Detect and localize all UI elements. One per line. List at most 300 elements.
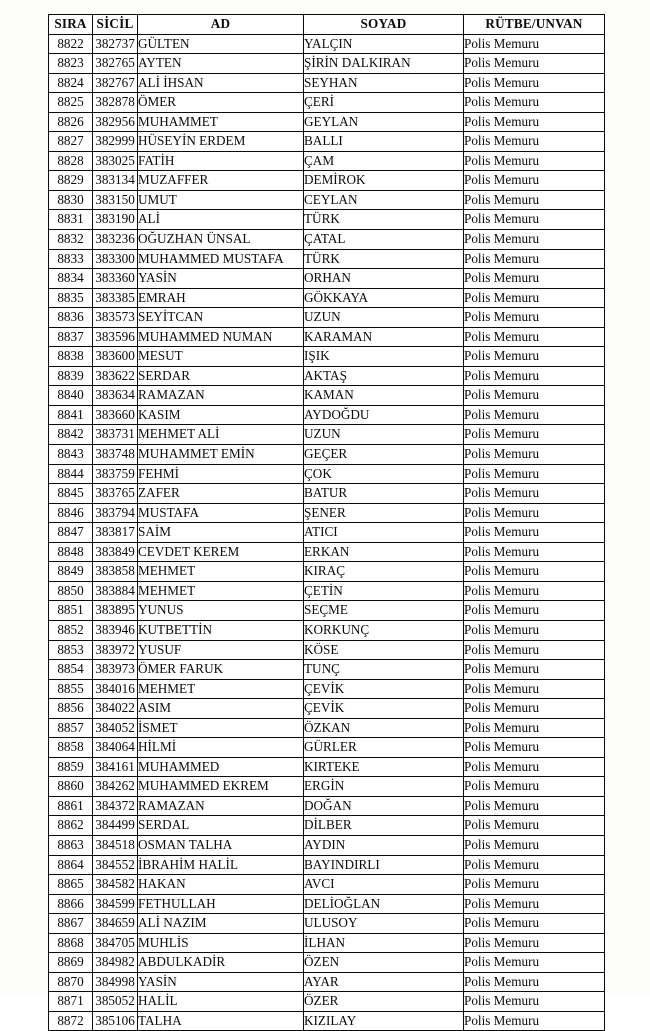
- cell-ad: KASIM: [138, 405, 304, 425]
- cell-sira: 8872: [49, 1011, 93, 1031]
- cell-rutbe: Polis Memuru: [464, 816, 605, 836]
- cell-soyad: AVCI: [304, 875, 464, 895]
- cell-ad: OĞUZHAN ÜNSAL: [138, 230, 304, 250]
- cell-rutbe: Polis Memuru: [464, 347, 605, 367]
- cell-rutbe: Polis Memuru: [464, 386, 605, 406]
- cell-sicil: 384659: [93, 914, 138, 934]
- cell-sicil: 383884: [93, 581, 138, 601]
- cell-sira: 8830: [49, 190, 93, 210]
- cell-ad: ABDULKADİR: [138, 953, 304, 973]
- table-row: [49, 73, 605, 93]
- cell-sicil: 384499: [93, 816, 138, 836]
- column-header-sira: SIRA: [49, 15, 93, 35]
- cell-soyad: SEÇME: [304, 601, 464, 621]
- cell-soyad: GÖKKAYA: [304, 288, 464, 308]
- table-row: [49, 288, 605, 308]
- cell-soyad: CEYLAN: [304, 190, 464, 210]
- cell-soyad: KAMAN: [304, 386, 464, 406]
- cell-sicil: 384016: [93, 679, 138, 699]
- cell-sicil: 383849: [93, 542, 138, 562]
- cell-sira: 8825: [49, 93, 93, 113]
- cell-sira: 8850: [49, 581, 93, 601]
- cell-soyad: ÇERİ: [304, 93, 464, 113]
- cell-ad: SERDAR: [138, 366, 304, 386]
- cell-rutbe: Polis Memuru: [464, 210, 605, 230]
- cell-rutbe: Polis Memuru: [464, 190, 605, 210]
- cell-sira: 8827: [49, 132, 93, 152]
- cell-ad: MUSTAFA: [138, 503, 304, 523]
- cell-sicil: 384599: [93, 894, 138, 914]
- cell-sicil: 383634: [93, 386, 138, 406]
- cell-sira: 8867: [49, 914, 93, 934]
- cell-sicil: 383573: [93, 308, 138, 328]
- cell-ad: YUSUF: [138, 640, 304, 660]
- cell-sira: 8834: [49, 269, 93, 289]
- cell-soyad: DOĞAN: [304, 796, 464, 816]
- cell-sicil: 383895: [93, 601, 138, 621]
- table-row: [49, 875, 605, 895]
- table-row: [49, 132, 605, 152]
- table-header: [49, 15, 605, 35]
- cell-sira: 8864: [49, 855, 93, 875]
- cell-ad: İBRAHİM HALİL: [138, 855, 304, 875]
- table-row: [49, 914, 605, 934]
- cell-rutbe: Polis Memuru: [464, 796, 605, 816]
- cell-rutbe: Polis Memuru: [464, 405, 605, 425]
- cell-sicil: 383134: [93, 171, 138, 191]
- cell-rutbe: Polis Memuru: [464, 54, 605, 74]
- cell-ad: YASİN: [138, 269, 304, 289]
- cell-rutbe: Polis Memuru: [464, 1011, 605, 1031]
- cell-rutbe: Polis Memuru: [464, 718, 605, 738]
- column-header-rutbe: RÜTBE/UNVAN: [464, 15, 605, 35]
- cell-soyad: BALLI: [304, 132, 464, 152]
- table-row: [49, 972, 605, 992]
- cell-sira: 8860: [49, 777, 93, 797]
- cell-soyad: ÖZEN: [304, 953, 464, 973]
- cell-soyad: AYDOĞDU: [304, 405, 464, 425]
- cell-sira: 8859: [49, 757, 93, 777]
- cell-sira: 8832: [49, 230, 93, 250]
- table-row: [49, 308, 605, 328]
- table-row: [49, 816, 605, 836]
- table-row: [49, 405, 605, 425]
- table-row: [49, 601, 605, 621]
- cell-ad: HALİL: [138, 992, 304, 1012]
- table-row: [49, 445, 605, 465]
- cell-ad: EMRAH: [138, 288, 304, 308]
- cell-sira: 8863: [49, 835, 93, 855]
- cell-ad: SEYİTCAN: [138, 308, 304, 328]
- cell-sira: 8839: [49, 366, 93, 386]
- cell-sicil: 384705: [93, 933, 138, 953]
- table-row: [49, 366, 605, 386]
- cell-soyad: ŞENER: [304, 503, 464, 523]
- cell-sira: 8871: [49, 992, 93, 1012]
- table-row: [49, 855, 605, 875]
- cell-sicil: 383817: [93, 523, 138, 543]
- cell-sicil: 384064: [93, 738, 138, 758]
- cell-ad: HİLMİ: [138, 738, 304, 758]
- cell-sicil: 382765: [93, 54, 138, 74]
- cell-sira: 8854: [49, 660, 93, 680]
- cell-soyad: DELİOĞLAN: [304, 894, 464, 914]
- cell-rutbe: Polis Memuru: [464, 523, 605, 543]
- table-row: [49, 757, 605, 777]
- cell-sicil: 383600: [93, 347, 138, 367]
- cell-ad: MUHAMMED: [138, 757, 304, 777]
- cell-ad: HÜSEYİN ERDEM: [138, 132, 304, 152]
- cell-soyad: DİLBER: [304, 816, 464, 836]
- table-row: [49, 347, 605, 367]
- cell-soyad: KARAMAN: [304, 327, 464, 347]
- table-row: [49, 699, 605, 719]
- table-row: [49, 679, 605, 699]
- cell-ad: YASİN: [138, 972, 304, 992]
- cell-soyad: YALÇIN: [304, 34, 464, 54]
- cell-rutbe: Polis Memuru: [464, 542, 605, 562]
- cell-ad: ALİ NAZIM: [138, 914, 304, 934]
- cell-sira: 8870: [49, 972, 93, 992]
- cell-soyad: GÜRLER: [304, 738, 464, 758]
- cell-sicil: 383765: [93, 484, 138, 504]
- table-row: [49, 54, 605, 74]
- cell-sira: 8844: [49, 464, 93, 484]
- cell-ad: MUHAMMET EMİN: [138, 445, 304, 465]
- cell-rutbe: Polis Memuru: [464, 73, 605, 93]
- cell-soyad: ORHAN: [304, 269, 464, 289]
- cell-sira: 8856: [49, 699, 93, 719]
- cell-rutbe: Polis Memuru: [464, 757, 605, 777]
- cell-ad: MEHMET: [138, 581, 304, 601]
- cell-sira: 8851: [49, 601, 93, 621]
- cell-soyad: ÇAM: [304, 151, 464, 171]
- cell-soyad: UZUN: [304, 425, 464, 445]
- cell-ad: GÜLTEN: [138, 34, 304, 54]
- cell-sira: 8865: [49, 875, 93, 895]
- cell-rutbe: Polis Memuru: [464, 660, 605, 680]
- cell-ad: MUHAMMET: [138, 112, 304, 132]
- cell-sicil: 384518: [93, 835, 138, 855]
- cell-rutbe: Polis Memuru: [464, 914, 605, 934]
- table-header-row: [49, 15, 605, 35]
- cell-ad: UMUT: [138, 190, 304, 210]
- table-row: [49, 542, 605, 562]
- cell-sicil: 382767: [93, 73, 138, 93]
- table-body: [49, 34, 605, 1031]
- cell-ad: MEHMET ALİ: [138, 425, 304, 445]
- cell-soyad: ÇOK: [304, 464, 464, 484]
- cell-sira: 8868: [49, 933, 93, 953]
- cell-sicil: 384582: [93, 875, 138, 895]
- cell-ad: MUZAFFER: [138, 171, 304, 191]
- cell-sira: 8826: [49, 112, 93, 132]
- cell-soyad: KÖSE: [304, 640, 464, 660]
- cell-rutbe: Polis Memuru: [464, 132, 605, 152]
- cell-rutbe: Polis Memuru: [464, 620, 605, 640]
- cell-soyad: ÖZER: [304, 992, 464, 1012]
- cell-soyad: IŞIK: [304, 347, 464, 367]
- table-row: [49, 894, 605, 914]
- cell-sira: 8828: [49, 151, 93, 171]
- table-row: [49, 386, 605, 406]
- cell-rutbe: Polis Memuru: [464, 93, 605, 113]
- cell-soyad: ÇEVİK: [304, 699, 464, 719]
- cell-sicil: 383025: [93, 151, 138, 171]
- cell-soyad: UZUN: [304, 308, 464, 328]
- cell-sicil: 383236: [93, 230, 138, 250]
- cell-sicil: 384052: [93, 718, 138, 738]
- cell-rutbe: Polis Memuru: [464, 151, 605, 171]
- cell-sicil: 382999: [93, 132, 138, 152]
- cell-sicil: 383972: [93, 640, 138, 660]
- table-row: [49, 933, 605, 953]
- cell-ad: FETHULLAH: [138, 894, 304, 914]
- cell-ad: AYTEN: [138, 54, 304, 74]
- cell-rutbe: Polis Memuru: [464, 366, 605, 386]
- cell-ad: CEVDET KEREM: [138, 542, 304, 562]
- cell-sira: 8836: [49, 308, 93, 328]
- cell-ad: MUHAMMED EKREM: [138, 777, 304, 797]
- cell-soyad: ÇETİN: [304, 581, 464, 601]
- table-row: [49, 738, 605, 758]
- cell-ad: MEHMET: [138, 679, 304, 699]
- cell-sira: 8862: [49, 816, 93, 836]
- cell-soyad: ÖZKAN: [304, 718, 464, 738]
- cell-rutbe: Polis Memuru: [464, 112, 605, 132]
- cell-sicil: 384161: [93, 757, 138, 777]
- cell-sira: 8833: [49, 249, 93, 269]
- cell-sicil: 383622: [93, 366, 138, 386]
- cell-soyad: TÜRK: [304, 210, 464, 230]
- cell-sicil: 384998: [93, 972, 138, 992]
- cell-soyad: KORKUNÇ: [304, 620, 464, 640]
- cell-soyad: BATUR: [304, 484, 464, 504]
- table-row: [49, 562, 605, 582]
- cell-sicil: 383973: [93, 660, 138, 680]
- table-row: [49, 640, 605, 660]
- cell-rutbe: Polis Memuru: [464, 699, 605, 719]
- cell-ad: RAMAZAN: [138, 386, 304, 406]
- cell-ad: HAKAN: [138, 875, 304, 895]
- cell-rutbe: Polis Memuru: [464, 933, 605, 953]
- cell-soyad: GEÇER: [304, 445, 464, 465]
- table-row: [49, 269, 605, 289]
- table-row: [49, 777, 605, 797]
- cell-rutbe: Polis Memuru: [464, 855, 605, 875]
- table-row: [49, 249, 605, 269]
- cell-soyad: GEYLAN: [304, 112, 464, 132]
- table-row: [49, 210, 605, 230]
- cell-rutbe: Polis Memuru: [464, 464, 605, 484]
- table-row: [49, 523, 605, 543]
- cell-ad: MUHLİS: [138, 933, 304, 953]
- cell-ad: FEHMİ: [138, 464, 304, 484]
- cell-sicil: 384552: [93, 855, 138, 875]
- cell-sicil: 384022: [93, 699, 138, 719]
- table-row: [49, 171, 605, 191]
- cell-sira: 8849: [49, 562, 93, 582]
- cell-soyad: ULUSOY: [304, 914, 464, 934]
- cell-ad: MUHAMMED NUMAN: [138, 327, 304, 347]
- cell-rutbe: Polis Memuru: [464, 445, 605, 465]
- cell-rutbe: Polis Memuru: [464, 562, 605, 582]
- cell-ad: MESUT: [138, 347, 304, 367]
- cell-rutbe: Polis Memuru: [464, 640, 605, 660]
- cell-rutbe: Polis Memuru: [464, 777, 605, 797]
- cell-soyad: BAYINDIRLI: [304, 855, 464, 875]
- cell-rutbe: Polis Memuru: [464, 484, 605, 504]
- cell-ad: KUTBETTİN: [138, 620, 304, 640]
- table-row: [49, 796, 605, 816]
- table-row: [49, 327, 605, 347]
- cell-ad: SAİM: [138, 523, 304, 543]
- cell-rutbe: Polis Memuru: [464, 249, 605, 269]
- cell-sira: 8858: [49, 738, 93, 758]
- cell-sicil: 383360: [93, 269, 138, 289]
- cell-rutbe: Polis Memuru: [464, 425, 605, 445]
- cell-rutbe: Polis Memuru: [464, 679, 605, 699]
- column-header-ad: AD: [138, 15, 304, 35]
- table-row: [49, 581, 605, 601]
- table-row: [49, 620, 605, 640]
- table-row: [49, 1011, 605, 1031]
- cell-soyad: ATICI: [304, 523, 464, 543]
- cell-soyad: ÇEVİK: [304, 679, 464, 699]
- cell-rutbe: Polis Memuru: [464, 894, 605, 914]
- cell-rutbe: Polis Memuru: [464, 171, 605, 191]
- table-row: [49, 953, 605, 973]
- cell-sicil: 383946: [93, 620, 138, 640]
- cell-sicil: 383596: [93, 327, 138, 347]
- cell-sira: 8869: [49, 953, 93, 973]
- cell-soyad: ERKAN: [304, 542, 464, 562]
- cell-sira: 8829: [49, 171, 93, 191]
- cell-soyad: ÇATAL: [304, 230, 464, 250]
- table-row: [49, 230, 605, 250]
- cell-rutbe: Polis Memuru: [464, 269, 605, 289]
- table-row: [49, 190, 605, 210]
- cell-soyad: KIZILAY: [304, 1011, 464, 1031]
- table-row: [49, 112, 605, 132]
- cell-sira: 8824: [49, 73, 93, 93]
- cell-soyad: ŞİRİN DALKIRAN: [304, 54, 464, 74]
- cell-sira: 8847: [49, 523, 93, 543]
- cell-sira: 8845: [49, 484, 93, 504]
- cell-rutbe: Polis Memuru: [464, 327, 605, 347]
- cell-sicil: 384982: [93, 953, 138, 973]
- cell-sira: 8840: [49, 386, 93, 406]
- cell-sira: 8822: [49, 34, 93, 54]
- cell-sicil: 383858: [93, 562, 138, 582]
- cell-soyad: AKTAŞ: [304, 366, 464, 386]
- cell-soyad: İLHAN: [304, 933, 464, 953]
- cell-sira: 8835: [49, 288, 93, 308]
- table-row: [49, 34, 605, 54]
- cell-ad: MUHAMMED MUSTAFA: [138, 249, 304, 269]
- cell-sira: 8848: [49, 542, 93, 562]
- table-row: [49, 151, 605, 171]
- cell-soyad: AYAR: [304, 972, 464, 992]
- cell-ad: ALİ İHSAN: [138, 73, 304, 93]
- cell-soyad: ERGİN: [304, 777, 464, 797]
- cell-rutbe: Polis Memuru: [464, 953, 605, 973]
- cell-sira: 8857: [49, 718, 93, 738]
- cell-rutbe: Polis Memuru: [464, 288, 605, 308]
- cell-ad: FATİH: [138, 151, 304, 171]
- cell-sicil: 383759: [93, 464, 138, 484]
- cell-sira: 8841: [49, 405, 93, 425]
- column-header-sicil: SİCİL: [93, 15, 138, 35]
- cell-ad: İSMET: [138, 718, 304, 738]
- cell-sira: 8831: [49, 210, 93, 230]
- cell-soyad: TUNÇ: [304, 660, 464, 680]
- cell-sira: 8842: [49, 425, 93, 445]
- column-header-soyad: SOYAD: [304, 15, 464, 35]
- cell-ad: ZAFER: [138, 484, 304, 504]
- cell-rutbe: Polis Memuru: [464, 875, 605, 895]
- cell-sicil: 383794: [93, 503, 138, 523]
- cell-sicil: 383300: [93, 249, 138, 269]
- cell-sira: 8846: [49, 503, 93, 523]
- cell-sicil: 383748: [93, 445, 138, 465]
- cell-sicil: 382878: [93, 93, 138, 113]
- cell-rutbe: Polis Memuru: [464, 972, 605, 992]
- cell-sicil: 383731: [93, 425, 138, 445]
- cell-sira: 8866: [49, 894, 93, 914]
- table-row: [49, 718, 605, 738]
- cell-rutbe: Polis Memuru: [464, 738, 605, 758]
- cell-ad: ÖMER FARUK: [138, 660, 304, 680]
- cell-sira: 8823: [49, 54, 93, 74]
- cell-soyad: SEYHAN: [304, 73, 464, 93]
- cell-sira: 8838: [49, 347, 93, 367]
- cell-ad: SERDAL: [138, 816, 304, 836]
- table-row: [49, 425, 605, 445]
- cell-ad: OSMAN TALHA: [138, 835, 304, 855]
- table-row: [49, 835, 605, 855]
- cell-ad: MEHMET: [138, 562, 304, 582]
- cell-soyad: AYDIN: [304, 835, 464, 855]
- cell-soyad: KIRTEKE: [304, 757, 464, 777]
- cell-rutbe: Polis Memuru: [464, 835, 605, 855]
- table-row: [49, 484, 605, 504]
- cell-soyad: DEMİROK: [304, 171, 464, 191]
- table-row: [49, 464, 605, 484]
- cell-sicil: 383190: [93, 210, 138, 230]
- cell-rutbe: Polis Memuru: [464, 308, 605, 328]
- cell-sicil: 383660: [93, 405, 138, 425]
- cell-rutbe: Polis Memuru: [464, 581, 605, 601]
- cell-sira: 8843: [49, 445, 93, 465]
- cell-sira: 8837: [49, 327, 93, 347]
- cell-soyad: TÜRK: [304, 249, 464, 269]
- table-row: [49, 660, 605, 680]
- cell-ad: TALHA: [138, 1011, 304, 1031]
- cell-sicil: 382737: [93, 34, 138, 54]
- cell-ad: RAMAZAN: [138, 796, 304, 816]
- cell-rutbe: Polis Memuru: [464, 992, 605, 1012]
- cell-rutbe: Polis Memuru: [464, 230, 605, 250]
- personnel-table: [48, 14, 605, 1031]
- cell-soyad: KIRAÇ: [304, 562, 464, 582]
- cell-ad: ASIM: [138, 699, 304, 719]
- cell-sicil: 382956: [93, 112, 138, 132]
- cell-ad: ÖMER: [138, 93, 304, 113]
- cell-ad: YUNUS: [138, 601, 304, 621]
- cell-ad: ALİ: [138, 210, 304, 230]
- cell-sira: 8855: [49, 679, 93, 699]
